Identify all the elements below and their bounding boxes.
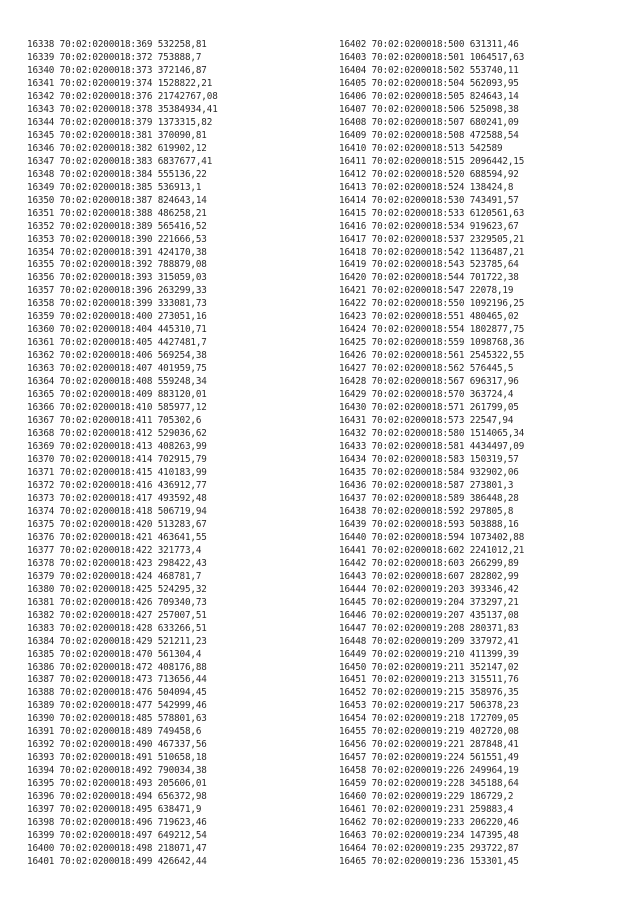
record-row: 16411 70:02:0200018:515 2096442,15: [339, 155, 525, 167]
record-row: 16339 70:02:0200018:372 753888,7: [27, 51, 202, 63]
record-row: 16418 70:02:0200018:542 1136487,21: [339, 246, 525, 258]
record-row: 16456 70:02:0200019:221 287848,41: [339, 739, 519, 751]
record-row: 16385 70:02:0200018:470 561304,4: [27, 648, 202, 660]
record-row: 16381 70:02:0200018:426 709340,73: [27, 596, 207, 608]
record-row: 16382 70:02:0200018:427 257007,51: [27, 609, 207, 621]
record-row: 16460 70:02:0200019:229 186729,2: [339, 791, 514, 803]
record-row: 16436 70:02:0200018:587 273801,3: [339, 479, 514, 491]
record-row: 16376 70:02:0200018:421 463641,55: [27, 531, 207, 543]
record-row: 16437 70:02:0200018:589 386448,28: [339, 492, 519, 504]
record-row: 16454 70:02:0200019:218 172709,05: [339, 713, 519, 725]
record-row: 16419 70:02:0200018:543 523785,64: [339, 259, 519, 271]
record-row: 16342 70:02:0200018:376 21742767,08: [27, 90, 218, 102]
record-row: 16405 70:02:0200018:504 562093,95: [339, 77, 519, 89]
record-row: 16398 70:02:0200018:496 719623,46: [27, 817, 207, 829]
record-row: 16447 70:02:0200019:208 280371,83: [339, 622, 519, 634]
record-row: 16387 70:02:0200018:473 713656,44: [27, 674, 207, 686]
record-row: 16455 70:02:0200019:219 402720,08: [339, 726, 519, 738]
left-record-column: [27, 39, 327, 869]
record-row: 16353 70:02:0200018:390 221666,53: [27, 233, 207, 245]
record-row: 16399 70:02:0200018:497 649212,54: [27, 830, 207, 842]
record-row: 16373 70:02:0200018:417 493592,48: [27, 492, 207, 504]
record-row: 16400 70:02:0200018:498 218071,47: [27, 843, 207, 855]
record-row: 16372 70:02:0200018:416 436912,77: [27, 479, 207, 491]
record-row: 16345 70:02:0200018:381 370090,81: [27, 129, 207, 141]
record-row: 16361 70:02:0200018:405 4427481,7: [27, 337, 207, 349]
record-row: 16348 70:02:0200018:384 555136,22: [27, 168, 207, 180]
record-row: 16409 70:02:0200018:508 472588,54: [339, 129, 519, 141]
record-row: 16425 70:02:0200018:559 1098768,36: [339, 337, 525, 349]
record-row: 16415 70:02:0200018:533 6120561,63: [339, 207, 525, 219]
record-row: 16397 70:02:0200018:495 638471,9: [27, 804, 202, 816]
record-row: 16338 70:02:0200018:369 532258,81: [27, 39, 207, 50]
record-row: 16396 70:02:0200018:494 656372,98: [27, 791, 207, 803]
record-row: 16386 70:02:0200018:472 408176,88: [27, 661, 207, 673]
record-row: 16369 70:02:0200018:413 408263,99: [27, 441, 207, 453]
record-row: 16360 70:02:0200018:404 445310,71: [27, 324, 207, 336]
record-row: 16428 70:02:0200018:567 696317,96: [339, 376, 519, 388]
record-row: 16438 70:02:0200018:592 297805,8: [339, 505, 514, 517]
record-row: 16355 70:02:0200018:392 788879,08: [27, 259, 207, 271]
record-row: 16458 70:02:0200019:226 249964,19: [339, 765, 519, 777]
record-row: 16442 70:02:0200018:603 266299,89: [339, 557, 519, 569]
record-row: 16412 70:02:0200018:520 688594,92: [339, 168, 519, 180]
record-row: 16346 70:02:0200018:382 619902,12: [27, 142, 207, 154]
record-row: 16449 70:02:0200019:210 411399,39: [339, 648, 519, 660]
record-row: 16407 70:02:0200018:506 525098,38: [339, 103, 519, 115]
record-row: 16461 70:02:0200019:231 259883,4: [339, 804, 514, 816]
record-row: 16432 70:02:0200018:580 1514065,34: [339, 428, 525, 440]
record-row: 16424 70:02:0200018:554 1802877,75: [339, 324, 525, 336]
record-row: 16410 70:02:0200018:513 542589: [339, 142, 503, 154]
record-row: 16351 70:02:0200018:388 486258,21: [27, 207, 207, 219]
record-row: 16416 70:02:0200018:534 919623,67: [339, 220, 519, 232]
record-row: 16362 70:02:0200018:406 569254,38: [27, 350, 207, 362]
record-row: 16463 70:02:0200019:234 147395,48: [339, 830, 519, 842]
record-row: 16439 70:02:0200018:593 503888,16: [339, 518, 519, 530]
record-row: 16433 70:02:0200018:581 4434497,09: [339, 441, 525, 453]
record-row: 16431 70:02:0200018:573 22547,94: [339, 415, 514, 427]
record-row: 16445 70:02:0200019:204 373297,21: [339, 596, 519, 608]
record-row: 16388 70:02:0200018:476 504094,45: [27, 687, 207, 699]
record-row: 16352 70:02:0200018:389 565416,52: [27, 220, 207, 232]
record-row: 16404 70:02:0200018:502 553740,11: [339, 64, 519, 76]
record-row: 16379 70:02:0200018:424 468781,7: [27, 570, 202, 582]
right-record-column: [339, 39, 639, 869]
record-row: 16430 70:02:0200018:571 261799,05: [339, 402, 519, 414]
record-row: 16394 70:02:0200018:492 790034,38: [27, 765, 207, 777]
record-row: 16452 70:02:0200019:215 358976,35: [339, 687, 519, 699]
record-row: 16341 70:02:0200019:374 1528822,21: [27, 77, 213, 89]
record-row: 16365 70:02:0200018:409 883120,01: [27, 389, 207, 401]
record-row: 16366 70:02:0200018:410 585977,12: [27, 402, 207, 414]
record-row: 16421 70:02:0200018:547 22078,19: [339, 285, 514, 297]
record-row: 16349 70:02:0200018:385 536913,1: [27, 181, 202, 193]
record-row: 16364 70:02:0200018:408 559248,34: [27, 376, 207, 388]
record-row: 16417 70:02:0200018:537 2329505,21: [339, 233, 525, 245]
record-row: 16350 70:02:0200018:387 824643,14: [27, 194, 207, 206]
record-row: 16450 70:02:0200019:211 352147,02: [339, 661, 519, 673]
record-row: 16359 70:02:0200018:400 273051,16: [27, 311, 207, 323]
record-row: 16414 70:02:0200018:530 743491,57: [339, 194, 519, 206]
record-row: 16462 70:02:0200019:233 206220,46: [339, 817, 519, 829]
record-row: 16453 70:02:0200019:217 506378,23: [339, 700, 519, 712]
record-row: 16403 70:02:0200018:501 1064517,63: [339, 51, 525, 63]
record-row: 16391 70:02:0200018:489 749458,6: [27, 726, 202, 738]
record-row: 16422 70:02:0200018:550 1092196,25: [339, 298, 525, 310]
record-row: 16441 70:02:0200018:602 2241012,21: [339, 544, 525, 556]
record-row: 16446 70:02:0200019:207 435137,08: [339, 609, 519, 621]
record-row: 16444 70:02:0200019:203 393346,42: [339, 583, 519, 595]
record-row: 16347 70:02:0200018:383 6837677,41: [27, 155, 213, 167]
record-row: 16406 70:02:0200018:505 824643,14: [339, 90, 519, 102]
record-row: 16384 70:02:0200018:429 521211,23: [27, 635, 207, 647]
record-row: 16368 70:02:0200018:412 529036,62: [27, 428, 207, 440]
record-row: 16393 70:02:0200018:491 510658,18: [27, 752, 207, 764]
record-row: 16390 70:02:0200018:485 578801,63: [27, 713, 207, 725]
record-row: 16363 70:02:0200018:407 401959,75: [27, 363, 207, 375]
record-row: 16435 70:02:0200018:584 932902,06: [339, 466, 519, 478]
record-row: 16380 70:02:0200018:425 524295,32: [27, 583, 207, 595]
record-row: 16383 70:02:0200018:428 633266,51: [27, 622, 207, 634]
record-row: 16358 70:02:0200018:399 333081,73: [27, 298, 207, 310]
record-row: 16357 70:02:0200018:396 263299,33: [27, 285, 207, 297]
record-row: 16354 70:02:0200018:391 424170,38: [27, 246, 207, 258]
record-row: 16370 70:02:0200018:414 702915,79: [27, 454, 207, 465]
record-row: 16356 70:02:0200018:393 315059,03: [27, 272, 207, 284]
record-row: 16402 70:02:0200018:500 631311,46: [339, 39, 519, 50]
record-row: 16377 70:02:0200018:422 321773,4: [27, 544, 202, 556]
record-row: 16401 70:02:0200018:499 426642,44: [27, 856, 207, 868]
record-row: 16367 70:02:0200018:411 705302,6: [27, 415, 202, 427]
record-row: 16457 70:02:0200019:224 561551,49: [339, 752, 519, 764]
record-row: 16427 70:02:0200018:562 576445,5: [339, 363, 514, 375]
record-row: 16464 70:02:0200019:235 293722,87: [339, 843, 519, 855]
record-row: 16448 70:02:0200019:209 337972,41: [339, 635, 519, 647]
record-row: 16389 70:02:0200018:477 542999,46: [27, 700, 207, 712]
record-row: 16413 70:02:0200018:524 138424,8: [339, 181, 514, 193]
record-row: 16343 70:02:0200018:378 35384934,41: [27, 103, 218, 115]
record-row: 16378 70:02:0200018:423 298422,43: [27, 557, 207, 569]
record-row: 16434 70:02:0200018:583 150319,57: [339, 454, 519, 465]
record-row: 16451 70:02:0200019:213 315511,76: [339, 674, 519, 686]
record-row: 16443 70:02:0200018:607 282802,99: [339, 570, 519, 582]
record-row: 16408 70:02:0200018:507 680241,09: [339, 116, 519, 128]
record-row: 16423 70:02:0200018:551 480465,02: [339, 311, 519, 323]
record-row: 16371 70:02:0200018:415 410183,99: [27, 466, 207, 478]
record-row: 16440 70:02:0200018:594 1073402,88: [339, 531, 525, 543]
record-row: 16375 70:02:0200018:420 513283,67: [27, 518, 207, 530]
record-row: 16420 70:02:0200018:544 701722,38: [339, 272, 519, 284]
record-row: 16426 70:02:0200018:561 2545322,55: [339, 350, 525, 362]
record-row: 16374 70:02:0200018:418 506719,94: [27, 505, 207, 517]
record-row: 16429 70:02:0200018:570 363724,4: [339, 389, 514, 401]
record-row: 16392 70:02:0200018:490 467337,56: [27, 739, 207, 751]
record-row: 16344 70:02:0200018:379 1373315,82: [27, 116, 213, 128]
record-row: 16465 70:02:0200019:236 153301,45: [339, 856, 519, 868]
record-row: 16395 70:02:0200018:493 205606,01: [27, 778, 207, 790]
record-row: 16459 70:02:0200019:228 345188,64: [339, 778, 519, 790]
record-row: 16340 70:02:0200018:373 372146,87: [27, 64, 207, 76]
